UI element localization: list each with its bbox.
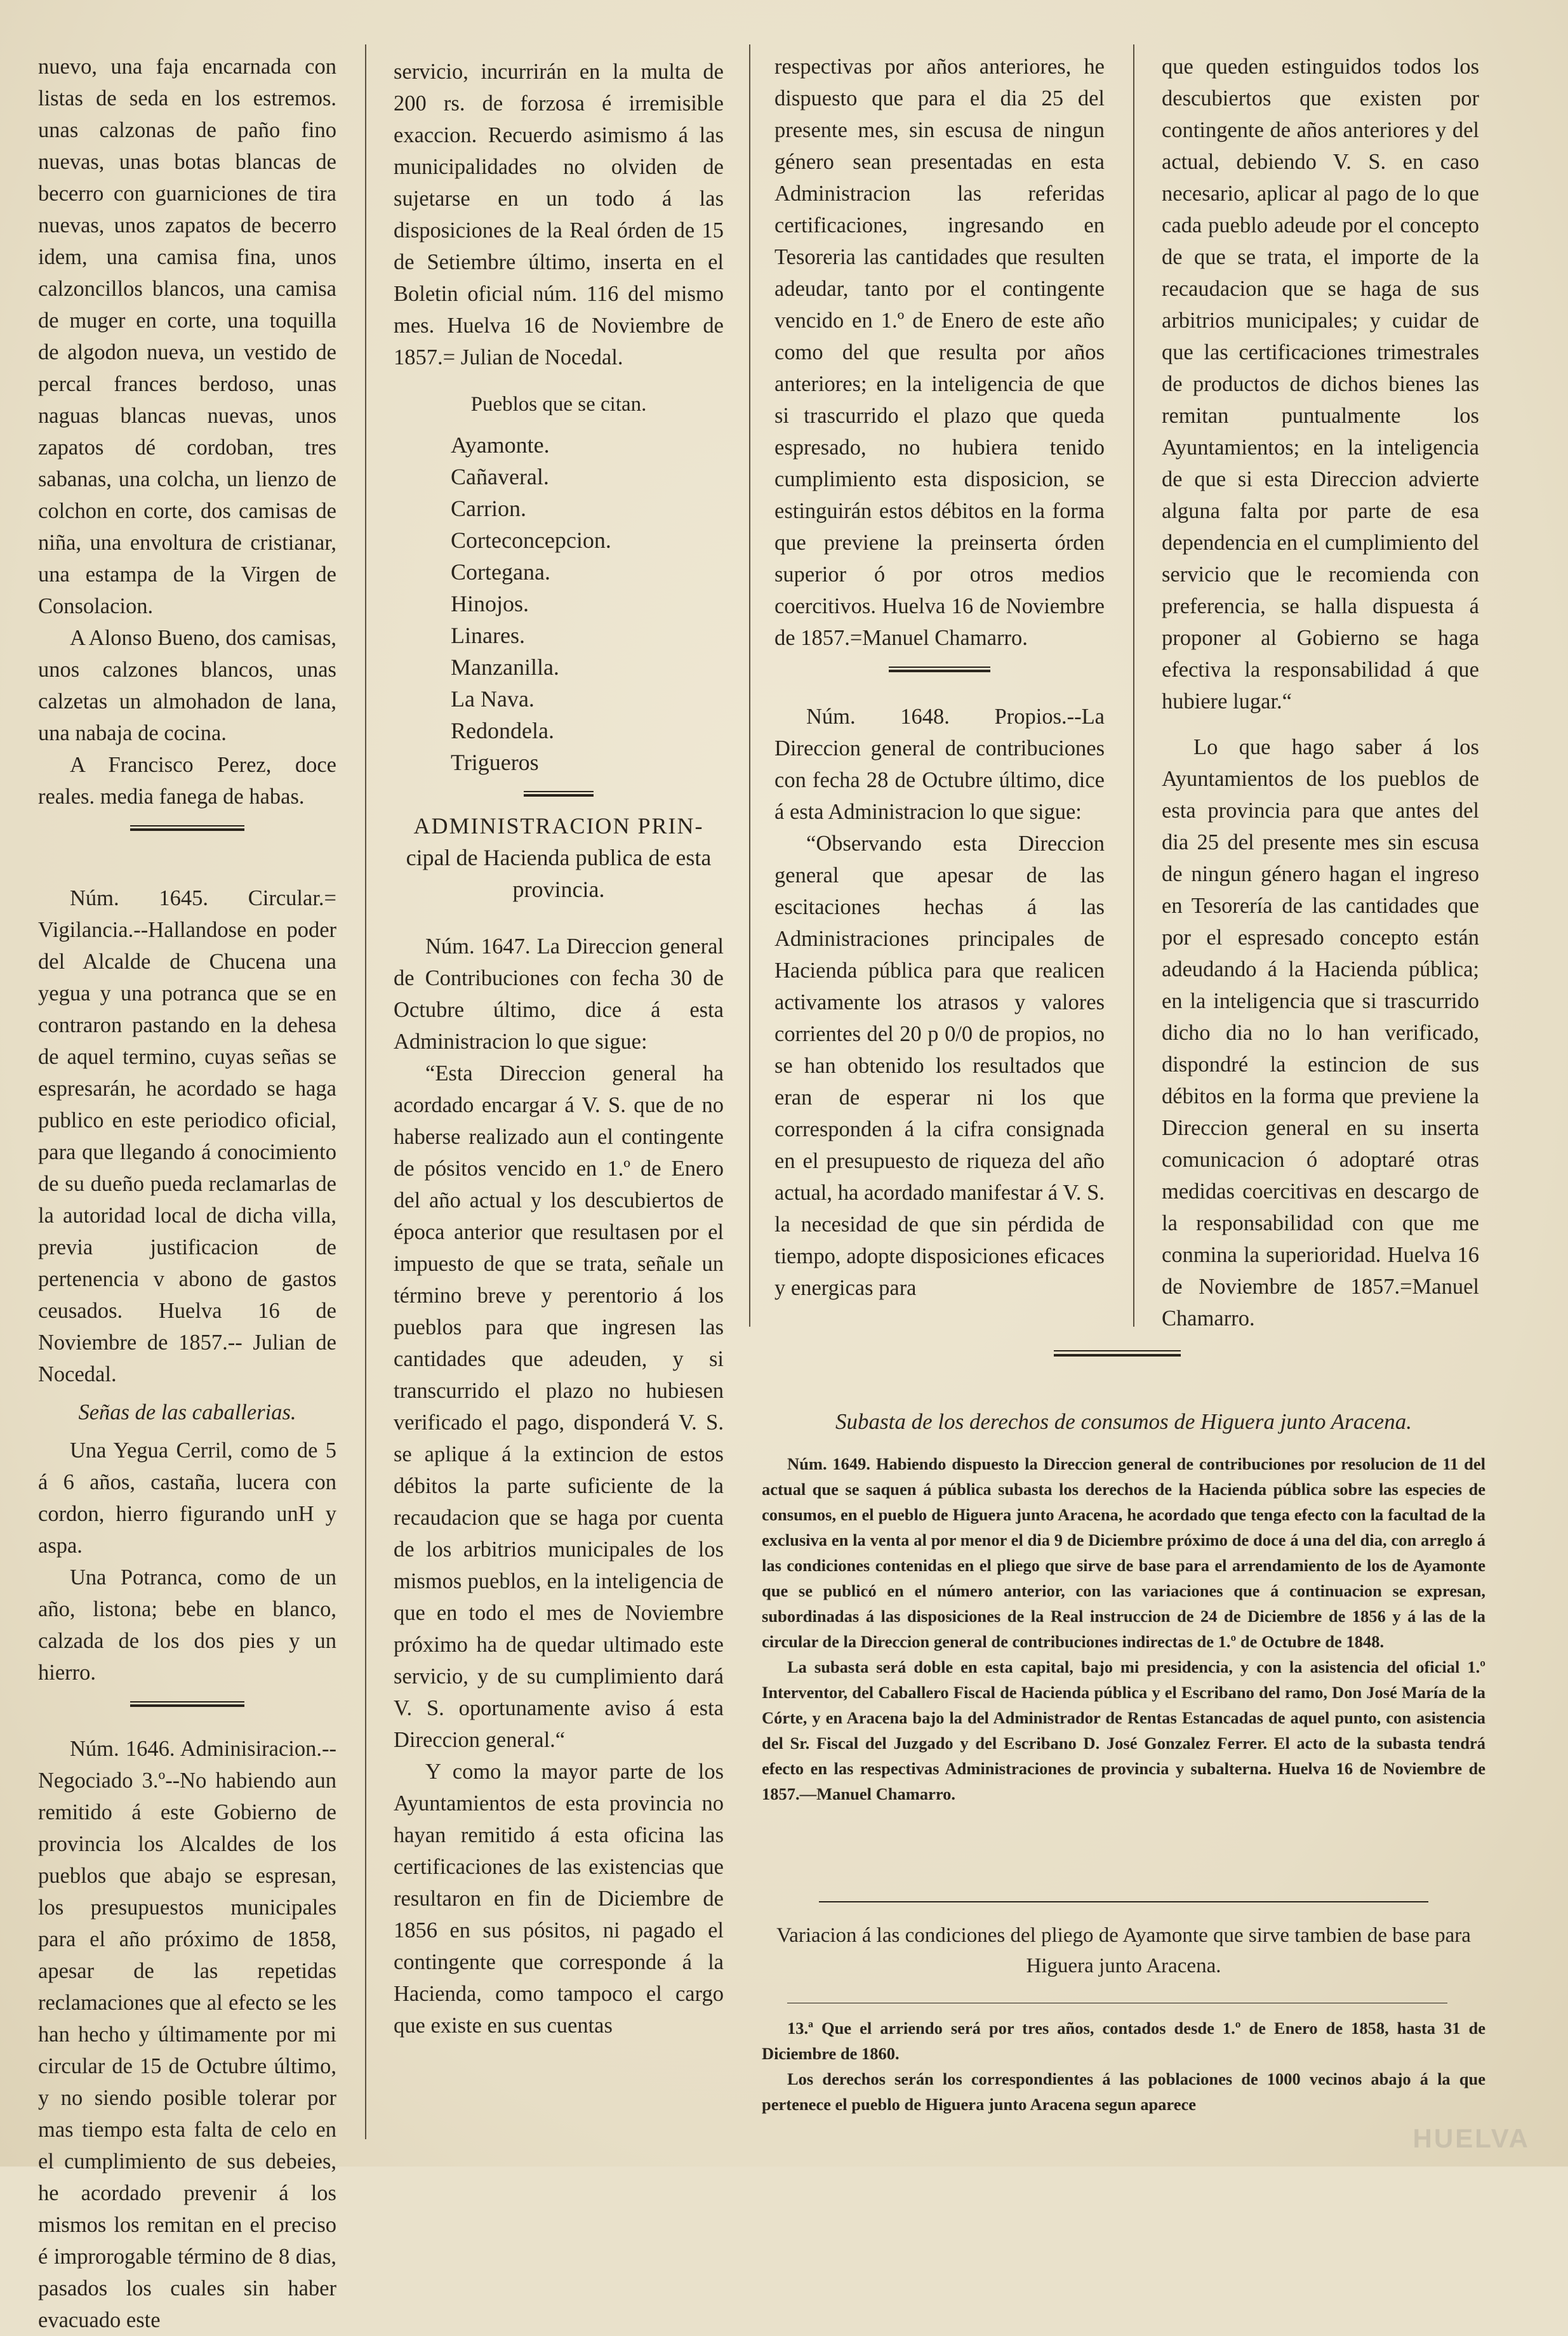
admin-heading	[394, 810, 724, 905]
paragraph-doble: La subasta será doble en esta capital, bajo mi presidencia, y con la asistencia del oficial 1.º Interventor, del Caballero Fiscal de Hacienda pública y el Escribano del ramo, Don José María de la Córte, y en Aracena bajo la del Administrador de Rentas Estancadas de aquel punto, con asistencia del Sr. Fiscal del Juzgado y del Escribano D. José Gonzalez Ferrer. El acto de la subasta tendrá efecto en las respectivas Administraciones de provincia y subalterna. Huelva 16 de Noviembre de 1857.—Manuel Chamarro.	[762, 1657, 1485, 1803]
town-item: Corteconcepcion.	[451, 528, 611, 553]
clothing-list-paragraph: nuevo, una faja encarnada con listas de seda en los estremos. unas calzonas de paño fino nuevas, unas botas blancas de becerro con guarniciones de tira nuevas, unos zapatos de becerro idem, una camisa fina, unos calzoncillos blancos, una camisa de muger en corte, una toquilla de algodon nueva, un vestido de percal frances berdoso, unas naguas blancas nuevas, unos zapatos dé cordoban, tres sabanas, una colcha, un lienzo de colchon en corte, dos camisas de niña, una envoltura de cristianar, una estampa de la Virgen de Consolacion.	[38, 55, 336, 618]
condicion-13: 13.ª Que el arriendo será por tres años, contados desde 1.º de Enero de 1858, hasta 31 de Diciembre de 1860.	[762, 2019, 1485, 2063]
notice-1648: Núm. 1648. Propios.--La Direccion general de contribuciones con fecha 28 de Octubre último, dice á esta Administracion lo que sigue:	[774, 705, 1105, 824]
variacion-section	[762, 1920, 1485, 1981]
senas-title: Señas de las caballerias.	[78, 1400, 296, 1424]
notice-1645: Núm. 1645. Circular.= Vigilancia.--Hallandose en poder del Alcalde de Chucena una yegua y una potranca que se en contraron pastando en la dehesa de aquel termino, cuyas señas se espresarán, he acordado se haga publico en este periodico oficial, para que llegando á conocimiento de su dueño pueda reclamarlas de la autoridad local de dicha villa, previa justificacion de pertenencia v abono de gastos ceusados. Huelva 16 de Noviembre de 1857.-- Julian de Nocedal.	[38, 886, 336, 1386]
town-item: La Nava.	[451, 686, 535, 712]
paragraph-perez: A Francisco Perez, doce reales. media fanega de habas.	[38, 753, 336, 809]
column-divider	[1133, 44, 1134, 1327]
quote-1647: “Esta Direccion general ha acordado encargar á V. S. que de no haberse realizado aun el contingente de pósitos vencido en 1.º de Enero del año actual y los descubiertos de época anterior que resultasen por el impuesto de que se trata, señale un término breve y perentorio á los pueblos para que ingresen las cantidades que adeuden, y si transcurrido el plazo no hubiesen verificado el pago, disponderá V. S. se aplique á la extincion de estos débitos la parte suficiente de la recaudacion que se haga por cuenta de los arbitrios municipales de los mismos pueblos, en la inteligencia de que en todo el mes de Noviembre próximo ha de quedar ultimado este servicio, y de su cumplimiento dará V. S. oportunamente aviso á esta Direccion general.“	[394, 1061, 724, 1752]
quote-1648: “Observando esta Direccion general que apesar de las escitaciones hechas á las Administraciones principales de Hacienda pública para que realicen activamente los atrasos y valores corrientes del 20 p 0/0 de propios, no se han obtenido los resultados que eran de esperar ni los que corresponden á la cifra consignada en el presupuesto de riqueza del año actual, ha acordado manifestar á V. S. la necesidad de que sin pérdida de tiempo, adopte disposiciones eficaces y energicas para	[774, 832, 1105, 1300]
towns-list	[451, 429, 724, 778]
column-divider	[749, 44, 750, 1327]
subasta-title: Subasta de los derechos de consumos de Higuera junto Aracena.	[835, 1409, 1412, 1434]
condiciones-section	[762, 2015, 1485, 2117]
paragraph-potranca: Una Potranca, como de un año, listona; bebe en blanco, calzada de los dos pies y un hierro.	[38, 1565, 336, 1685]
column-1	[38, 51, 336, 2336]
column-4	[1162, 51, 1479, 1334]
town-item: Cortegana.	[451, 559, 550, 585]
subasta-rule	[1054, 1349, 1181, 1358]
town-item: Hinojos.	[451, 591, 529, 616]
section-rule	[889, 664, 990, 673]
town-item: Linares.	[451, 623, 525, 648]
quote-1648-cont: que queden estinguidos todos los descubiertos que existen por contingente de años anteriores y del actual, debiendo V. S. en caso necesario, aplicar al pago de lo que cada pueblo adeude por el concepto de que se trata, el importe de la recaudacion que se haga de sus arbitrios municipales; y cuidar de que las certificaciones trimestrales de productos de dichos bienes las remitan puntualmente los Ayuntamientos; en la inteligencia de que si esta Direccion advierte alguna falta por parte de esa dependencia en el cumplimiento del servicio que le recomienda con preferencia, se halla dispuesta á proponer al Gobierno se haga efectiva la responsabilidad á que hubiere lugar.“	[1162, 55, 1479, 713]
section-rule	[130, 1699, 244, 1708]
column-3	[774, 51, 1105, 1304]
divider-line	[819, 1901, 1428, 1902]
town-item: Redondela.	[451, 718, 554, 743]
town-item: Cañaveral.	[451, 464, 549, 489]
archive-watermark: HUELVA	[1412, 2123, 1530, 2153]
admin-heading-line1: ADMINISTRACION PRIN-	[413, 813, 704, 839]
section-rule	[524, 788, 594, 797]
paragraph-yegua: Una Yegua Cerril, como de 5 á 6 años, castaña, lucera con cordon, hierro figurando unH y aspa.	[38, 1438, 336, 1558]
column-divider	[365, 44, 366, 2139]
column-2	[394, 56, 724, 2041]
variacion-title: Variacion á las condiciones del pliego de Ayamonte que sirve tambien de base para Higuera junto Aracena.	[776, 1924, 1471, 1977]
paragraph-1646-cont: servicio, incurrirán en la multa de 200 rs. de forzosa é irremisible exaccion. Recuerdo asimismo á las municipalidades no olviden de sujetarse en un todo á las disposiciones de la Real órden de 15 de Setiembre último, inserta en el Boletin oficial núm. 116 del mismo mes. Huelva 16 de Noviembre de 1857.= Julian de Nocedal.	[394, 60, 724, 369]
town-item: Trigueros	[451, 750, 539, 775]
paragraph-hago: Lo que hago saber á los Ayuntamientos de los pueblos de esta provincia para que antes del dia 25 del presente mes sin escusa de ningun género hagan el ingreso en Tesorería de las cantidades que por el espresado concepto están adeudando á la Hacienda pública; en la inteligencia que si trascurrido dicho dia no lo han verificado, dispondré la estincion de sus débitos en la forma que previene la Direccion general en su inserta comunicacion ó adoptaré otras medidas coercitivas en descargo de la responsabilidad con que me conmina la superioridad. Huelva 16 de Noviembre de 1857.=Manuel Chamarro.	[1162, 735, 1479, 1331]
notice-1647: Núm. 1647. La Direccion general de Contribuciones con fecha 30 de Octubre último, dice á esta Administracion lo que sigue:	[394, 934, 724, 1054]
pueblos-title: Pueblos que se citan.	[470, 393, 647, 416]
notice-1646: Núm. 1646. Adminisiracion.--Negociado 3.º--No habiendo aun remitido á este Gobierno de provincia los Alcaldes de los pueblos que abajo se espresan, los presupuestos municipales para el año próximo de 1858, apesar de las repetidas reclamaciones que al efecto se les han hecho y últimamente por mi circular de 15 de Octubre último, y no siendo posible tolerar por mas tiempo esta falta de celo en el cumplimiento de sus debeies, he acordado prevenir á los mismos los remitan en el preciso é improrogable término de 8 dias, pasados los cuales sin haber evacuado este	[38, 1737, 336, 2332]
town-item: Manzanilla.	[451, 654, 559, 680]
town-item: Ayamonte.	[451, 432, 550, 458]
paragraph-derechos: Los derechos serán los correspondientes á las poblaciones de 1000 vecinos abajo á la que pertenece el pueblo de Higuera junto Aracena segun aparece	[762, 2069, 1485, 2114]
notice-1649: Núm. 1649. Habiendo dispuesto la Direccion general de contribuciones por resolucion de 11 del actual que se saquen á pública subasta los derechos de la Hacienda pública sobre las especies de consumos, en el pueblo de Higuera junto Aracena, he acordado que tenga efecto con la facultad de la exclusiva en la venta al por menor el dia 9 de Diciembre próximo de doce á una del dia, con arreglo á las condiciones contenidas en el pliego que sirve de base para el arrendamiento de los de Ayamonte que se publicó en el número anterior, con las variaciones que á continuacion se expresan, subordinadas á las disposiciones de la Real instruccion de 24 de Diciembre de 1856 y á las de la circular de la Direccion general de contribuciones indirectas de 1.º de Octubre de 1848.	[762, 1454, 1485, 1651]
town-item: Carrion.	[451, 496, 526, 521]
subasta-section	[762, 1409, 1485, 1807]
paragraph-1647-cont: respectivas por años anteriores, he dispuesto que para el dia 25 del presente mes, sin escusa de ningun género sean presentadas en esta Administracion las referidas certificaciones, ingresando en Tesoreria las cantidades que resulten adeudar, tanto por el contingente vencido en 1.º de Enero de este año como del que resulta por años anteriores; en la inteligencia de que si trascurrido el plazo que queda espresado, no hubiera tenido cumplimiento esta disposicion, se estinguirán estos débitos en la forma que previene la preinserta órden superior ó por otros medios coercitivos. Huelva 16 de Noviembre de 1857.=Manuel Chamarro.	[774, 55, 1105, 650]
subasta-body	[762, 1451, 1485, 1807]
paragraph-bueno: A Alonso Bueno, dos camisas, unos calzones blancos, unas calzetas un almohadon de lana, una nabaja de cocina.	[38, 626, 336, 745]
paragraph-como: Y como la mayor parte de los Ayuntamientos de esta provincia no hayan remitido á esta oficina las certificaciones de las existencias que resultaron en fin de Diciembre de 1856 en sus pósitos, ni pagado el contingente que corresponde á la Hacienda, como tampoco el cargo que existe en sus cuentas	[394, 1760, 724, 2038]
admin-heading-line2: cipal de Hacienda publica de esta provincia.	[406, 845, 712, 902]
section-rule	[130, 823, 244, 832]
